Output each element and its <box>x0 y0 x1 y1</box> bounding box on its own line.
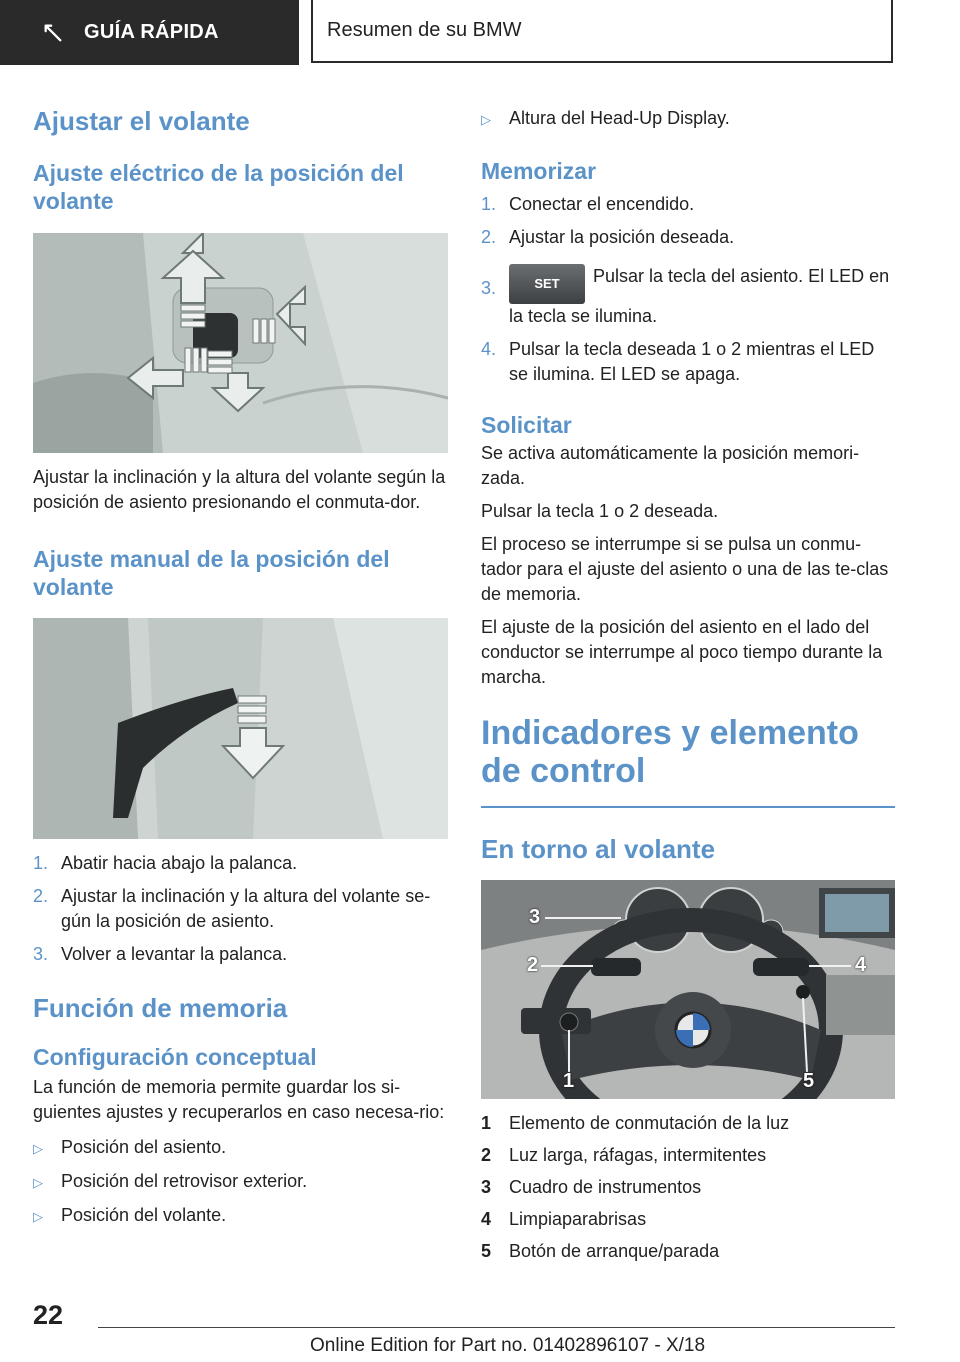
left-column <box>33 96 448 1229</box>
set-key-icon: SET <box>509 264 585 304</box>
list-item <box>481 337 895 387</box>
list-item <box>33 851 448 876</box>
callout-3: 3 <box>529 906 541 928</box>
bullet-text: Posición del asiento. <box>61 1137 227 1157</box>
manual-steps <box>33 851 448 967</box>
bullet-text: Posición del retrovisor exterior. <box>61 1171 308 1191</box>
list-item <box>33 884 448 934</box>
legend-number: 5 <box>481 1241 492 1261</box>
section-title: Resumen de su BMW <box>327 19 522 41</box>
step-text: Pulsar la tecla del asiento. El LED en la tecla se ilumina. <box>509 266 890 326</box>
section-header <box>311 0 893 63</box>
footer-divider <box>98 1327 895 1328</box>
request-text: Se activa automáticamente la posición memori-zada. <box>481 443 860 488</box>
list-item <box>481 225 895 250</box>
step-number: 3. <box>481 278 497 298</box>
heading-around-wheel: En torno al volante <box>481 834 716 864</box>
heading-memorize: Memorizar <box>481 158 597 184</box>
list-item <box>33 1169 448 1195</box>
list-item <box>33 1135 448 1161</box>
heading-manual-adjust: Ajuste manual de la posición del volante <box>33 546 390 600</box>
request-text: El ajuste de la posición del asiento en el lado del conductor se interrumpe al poco tiempo durante la marcha. <box>481 617 883 687</box>
list-item <box>33 1203 448 1229</box>
list-item <box>481 192 895 217</box>
figure-manual-adjust <box>33 618 448 839</box>
list-item <box>481 1111 895 1136</box>
heading-concept: Configuración conceptual <box>33 1044 317 1070</box>
right-column <box>481 96 895 1264</box>
triangle-bullet-icon: ▷ <box>33 1141 43 1156</box>
callout-4: 4 <box>855 954 867 976</box>
step-number: 2. <box>33 886 49 906</box>
bullet-text: Altura del Head-Up Display. <box>509 108 730 128</box>
list-item <box>33 942 448 967</box>
step-text: Ajustar la inclinación y la altura del volante se-gún la posición de asiento. <box>61 886 431 931</box>
step-content <box>509 264 895 329</box>
legend-text: Cuadro de instrumentos <box>509 1177 702 1197</box>
heading-indicators: Indicadores y elemento de control <box>481 714 859 790</box>
request-text: El proceso se interrumpe si se pulsa un conmu-tador para el ajuste del asiento o una de las te-clas de memoria. <box>481 534 889 604</box>
legend-text: Limpiaparabrisas <box>509 1209 647 1229</box>
list-item <box>481 1239 895 1264</box>
step-text: Pulsar la tecla deseada 1 o 2 mientras el LED se ilumina. El LED se apaga. <box>509 339 875 384</box>
legend-number: 2 <box>481 1145 492 1165</box>
step-number: 2. <box>481 227 497 247</box>
legend-text: Botón de arranque/parada <box>509 1241 720 1261</box>
step-text: Ajustar la posición deseada. <box>509 227 735 247</box>
triangle-bullet-icon: ▷ <box>33 1209 43 1224</box>
triangle-bullet-icon: ▷ <box>33 1175 43 1190</box>
heading-adjust-wheel: Ajustar el volante <box>33 106 250 136</box>
legend-number: 4 <box>481 1209 492 1229</box>
bullet-text: Posición del volante. <box>61 1205 227 1225</box>
list-item <box>481 106 895 132</box>
list-item <box>481 1175 895 1200</box>
step-number: 3. <box>33 944 49 964</box>
list-item <box>481 264 895 329</box>
step-number: 1. <box>33 853 49 873</box>
section-divider <box>481 806 895 808</box>
legend-list <box>481 1111 895 1264</box>
heading-memory-function: Función de memoria <box>33 993 288 1023</box>
figure-steering-wheel <box>481 880 895 1099</box>
concept-text: La función de memoria permite guardar los si-guientes ajustes y recuperarlos en caso necesa-rio: <box>33 1077 445 1122</box>
step-number: 4. <box>481 339 497 359</box>
guide-tab-label: GUÍA RÁPIDA <box>84 21 219 43</box>
legend-number: 3 <box>481 1177 492 1197</box>
electric-adjust-text: Ajustar la inclinación y la altura del volante según la posición de asiento presionando el conmuta-dor. <box>33 467 446 512</box>
pointer-hand-icon <box>42 22 64 44</box>
heading-request: Solicitar <box>481 412 572 438</box>
figure-electric-adjust <box>33 233 448 453</box>
step-number: 1. <box>481 194 497 214</box>
footer-edition: Online Edition for Part no. 01402896107 - X/18 <box>310 1335 706 1356</box>
memory-bullets <box>33 1135 448 1229</box>
page-number: 22 <box>33 1300 64 1330</box>
legend-number: 1 <box>481 1113 492 1133</box>
step-text: Volver a levantar la palanca. <box>61 944 288 964</box>
guide-tab[interactable] <box>0 0 299 65</box>
list-item <box>481 1207 895 1232</box>
step-text: Conectar el encendido. <box>509 194 695 214</box>
heading-electric-adjust: Ajuste eléctrico de la posición del volante <box>33 160 404 214</box>
step-text: Abatir hacia abajo la palanca. <box>61 853 298 873</box>
triangle-bullet-icon: ▷ <box>481 112 491 127</box>
memorize-steps <box>481 192 895 387</box>
callout-1: 1 <box>563 1070 575 1092</box>
request-text: Pulsar la tecla 1 o 2 deseada. <box>481 501 719 521</box>
legend-text: Luz larga, ráfagas, intermitentes <box>509 1145 767 1165</box>
legend-text: Elemento de conmutación de la luz <box>509 1113 790 1133</box>
callout-5: 5 <box>803 1070 815 1092</box>
callout-2: 2 <box>527 954 539 976</box>
list-item <box>481 1143 895 1168</box>
